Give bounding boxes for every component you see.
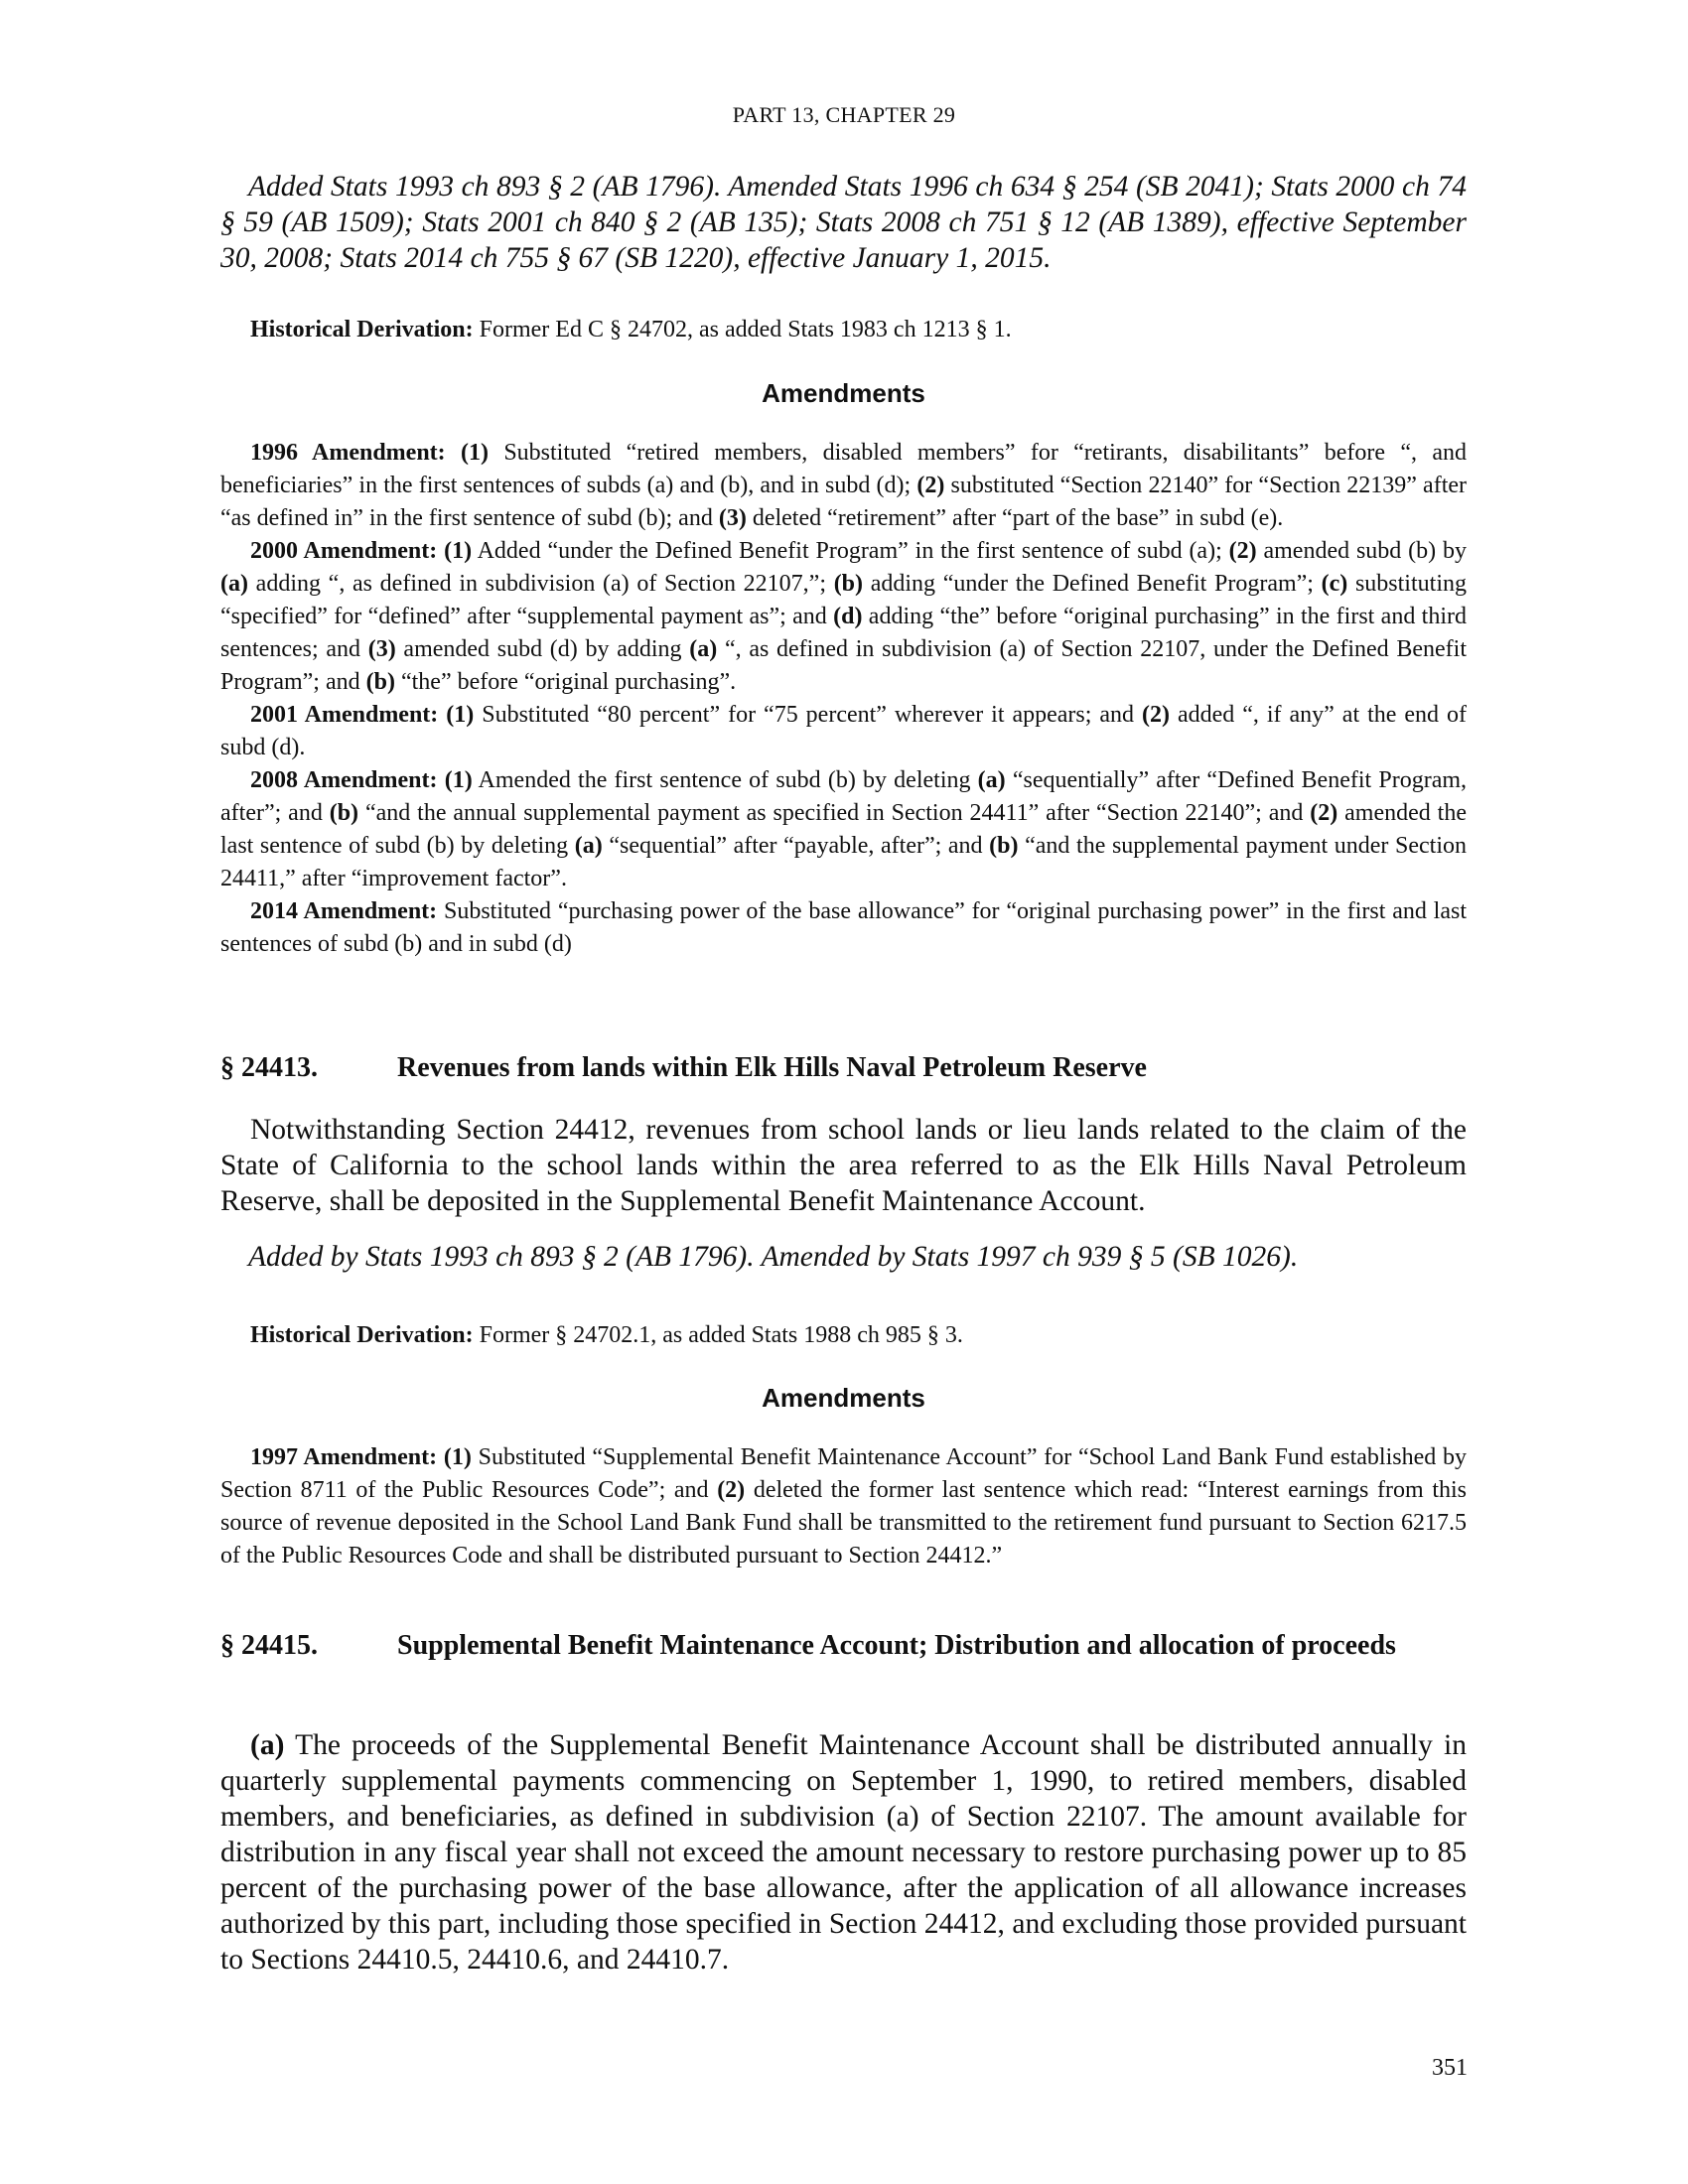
amendments-section (220, 378, 1467, 409)
amendment-2014: 2014 Amendment: Substituted “purchasing power of the base allowance” for “original purchasing power” in the first and last sentences of subd (b) and in subd (d) (220, 898, 1467, 957)
section-24413-derivation (220, 1320, 1467, 1350)
derivation-text: Former Ed C § 24702, as added Stats 1983 ch 1213 § 1. (473, 317, 1012, 342)
derivation-label: Historical Derivation: (250, 317, 474, 342)
subdivision-a (220, 1727, 1467, 1978)
amendment-2008: 2008 Amendment: (1) Amended the first sentence of subd (b) by deleting (a) “sequentially” after “Defined Benefit Program, after”; and (b) “and the annual supplemental payment as specified in Section 24411” after “Section 22140”; and (2) amended the last sentence of subd (b) by deleting (a) “sequential” after “payable, after”; and (b) “and the supplemental payment under Section 24411,” after “improvement factor”. (220, 767, 1468, 891)
section-number: § 24413. (220, 1052, 318, 1083)
history-note (220, 169, 1467, 276)
amendments-list (220, 437, 1467, 961)
running-head: PART 13, CHAPTER 29 (732, 102, 956, 127)
amendment-2001: 2001 Amendment: (1) Substituted “80 percent” for “75 percent” wherever it appears; and (2) added “, if any” at the end of subd (d). (220, 702, 1468, 760)
amendment-2000: 2000 Amendment: (1) Added “under the Defined Benefit Program” in the first sentence of subd (a); (2) amended subd (b) by (a) adding “, as defined in subdivision (a) of Section 22107,”; (b) adding “under the Defined Benefit Program”; (c) substituting “specified” for “defined” after “supplemental payment as”; and (d) adding “the” before “original purchasing” in the first and third sentences; and (3) amended subd (d) by adding (a) “, as defined in subdivision (a) of Section 22107, under the Defined Benefit Program”; and (b) “the” before “original purchasing”. (220, 538, 1468, 695)
section-24413-body (220, 1112, 1467, 1219)
section-24413-amendments (220, 1383, 1467, 1414)
section-24413-heading (220, 1050, 1467, 1086)
history-note-text: Added Stats 1993 ch 893 § 2 (AB 1796). Amended Stats 1996 ch 634 § 254 (SB 2041); Stats 2000 ch 74 § 59 (AB 1509); Stats 2001 ch 840 § 2 (AB 135); Stats 2008 ch 751 § 12 (AB 1389), effective September 30, 2008; Stats 2014 ch 755 § 67 (SB 1220), effective January 1, 2015. (220, 171, 1467, 274)
derivation-label: Historical Derivation: (250, 1322, 474, 1348)
section-number: § 24415. (220, 1630, 318, 1661)
section-title: Supplemental Benefit Maintenance Account; Distribution and allocation of proceeds (397, 1630, 1396, 1661)
section-body-text: Notwithstanding Section 24412, revenues from school lands or lieu lands related to the claim of the State of California to the school lands within the area referred to as the Elk Hills Naval Petroleum Reserve, shall be deposited in the Supplemental Benefit Maintenance Account. (220, 1114, 1467, 1217)
amendments-heading: Amendments (762, 1383, 925, 1413)
subdivision-label: (a) (250, 1729, 285, 1761)
history-note-text: Added by Stats 1993 ch 893 § 2 (AB 1796). Amended by Stats 1997 ch 939 § 5 (SB 1026). (248, 1241, 1299, 1273)
section-24413-history (220, 1239, 1467, 1275)
historical-derivation (220, 315, 1467, 344)
page-number: 351 (1432, 2055, 1468, 2081)
amendments-heading: Amendments (762, 378, 925, 408)
derivation-text: Former § 24702.1, as added Stats 1988 ch 985 § 3. (473, 1322, 963, 1348)
section-24413-amendment-list (220, 1441, 1467, 1572)
subdivision-text: The proceeds of the Supplemental Benefit Maintenance Account shall be distributed annually in quarterly supplemental payments commencing on September 1, 1990, to retired members, disabled members, and beneficiaries, as defined in subdivision (a) of Section 22107. The amount available for distribution in any fiscal year shall not exceed the amount necessary to restore purchasing power up to 85 percent of the purchasing power of the base allowance, after the application of all allowance increases authorized by this part, including those specified in Section 24412, and excluding those provided pursuant to Sections 24410.5, 24410.6, and 24410.7. (220, 1729, 1467, 1976)
amendment-1996: 1996 Amendment: (1) Substituted “retired members, disabled members” for “retirants, disabilitants” before “, and beneficiaries” in the first sentences of subds (a) and (b), and in subd (d); (2) substituted “Section 22140” for “Section 22139” after “as defined in” in the first sentence of subd (b); and (3) deleted “retirement” after “part of the base” in subd (e). (220, 440, 1468, 531)
amendment-1997: 1997 Amendment: (1) Substituted “Supplemental Benefit Maintenance Account” for “School Land Bank Fund established by Section 8711 of the Public Resources Code”; and (2) deleted the former last sentence which read: “Interest earnings from this source of revenue deposited in the School Land Bank Fund shall be transmitted to the retirement fund pursuant to Section 6217.5 of the Public Resources Code and shall be distributed pursuant to Section 24412.” (220, 1444, 1468, 1569)
section-title: Revenues from lands within Elk Hills Naval Petroleum Reserve (397, 1052, 1147, 1083)
section-24415-body (220, 1727, 1467, 1978)
section-24415-heading (220, 1628, 1467, 1664)
